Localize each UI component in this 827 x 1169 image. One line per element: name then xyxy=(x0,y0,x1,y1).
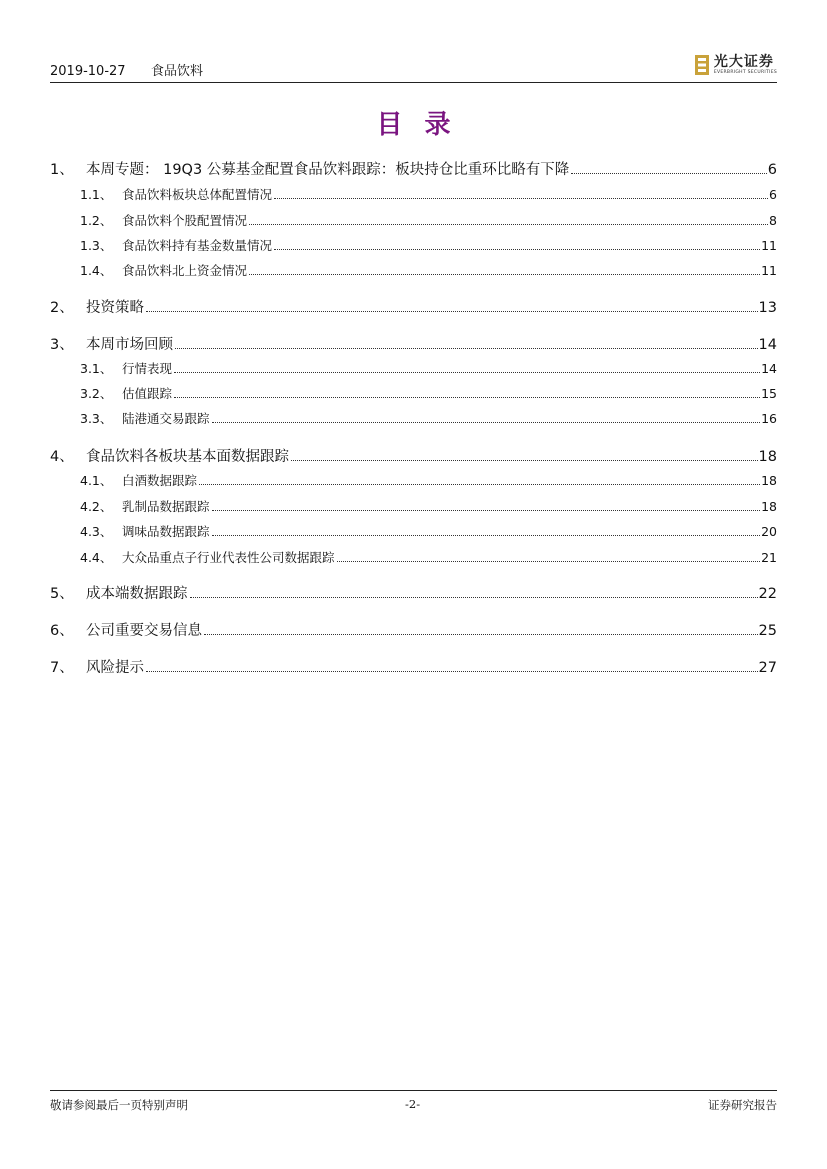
toc-entry-page: 8 xyxy=(769,213,777,228)
toc-dot-leader xyxy=(199,483,760,485)
toc-entry-title: 调味品数据跟踪 xyxy=(122,524,210,539)
toc-entry-page: 25 xyxy=(758,623,777,639)
logo-mark-icon xyxy=(694,54,710,76)
toc-entry-number: 6、 xyxy=(50,623,74,639)
toc-section-entry[interactable] xyxy=(50,445,777,466)
toc-entry-number: 3、 xyxy=(50,337,74,353)
toc-subsection-entry[interactable] xyxy=(50,409,777,427)
toc-entry-page: 20 xyxy=(761,524,777,539)
toc-section-entry[interactable] xyxy=(50,333,777,354)
toc-entry-number: 3.1、 xyxy=(80,361,113,376)
toc-subsection-entry[interactable] xyxy=(50,211,777,229)
report-type: 证券研究报告 xyxy=(708,1098,777,1112)
toc-entry-number: 3.2、 xyxy=(80,386,113,401)
toc-entry-title: 食品饮料各板块基本面数据跟踪 xyxy=(86,449,289,465)
toc-entry-page: 14 xyxy=(758,337,777,353)
toc-dot-leader xyxy=(212,534,761,536)
toc-entry-title: 估值跟踪 xyxy=(122,386,173,401)
toc-section-entry[interactable] xyxy=(50,656,777,677)
toc-section-entry[interactable] xyxy=(50,158,777,179)
logo-chinese-name: 光大证券 xyxy=(713,53,774,70)
toc-entry-title: 食品饮料持有基金数量情况 xyxy=(122,238,273,253)
toc-dot-leader xyxy=(175,347,758,349)
toc-entry-page: 6 xyxy=(767,162,777,178)
toc-entry-title: 公司重要交易信息 xyxy=(86,623,202,639)
toc-dot-leader xyxy=(190,596,758,598)
toc-entry-number: 1.2、 xyxy=(80,213,113,228)
toc-entry-page: 11 xyxy=(761,263,777,278)
toc-entry-page: 15 xyxy=(761,386,777,401)
toc-entry-title: 行情表现 xyxy=(122,361,173,376)
toc-entry-title: 本周市场回顾 xyxy=(86,337,173,353)
toc-entry-title: 风险提示 xyxy=(86,660,144,676)
toc-entry-page: 21 xyxy=(761,550,777,565)
toc-dot-leader xyxy=(249,223,768,225)
toc-dot-leader xyxy=(249,273,760,275)
toc-entry-title: 乳制品数据跟踪 xyxy=(122,499,210,514)
company-logo xyxy=(694,53,777,77)
toc-entry-title: 本周专题： 19Q3 公募基金配置食品饮料跟踪：板块持仓比重环比略有下降 xyxy=(86,162,570,178)
toc-entry-number: 4.1、 xyxy=(80,473,113,488)
sector-label: 食品饮料 xyxy=(151,64,204,79)
toc-entry-number: 1.4、 xyxy=(80,263,113,278)
toc-section-entry[interactable] xyxy=(50,619,777,640)
toc-entry-number: 5、 xyxy=(50,586,74,602)
toc-entry-number: 4.4、 xyxy=(80,550,113,565)
toc-entry-page: 22 xyxy=(758,586,777,602)
toc-dot-leader xyxy=(212,421,761,423)
toc-entry-page: 6 xyxy=(769,187,777,202)
toc-dot-leader xyxy=(274,248,760,250)
toc-subsection-entry[interactable] xyxy=(50,236,777,254)
toc-dot-leader xyxy=(146,310,758,312)
toc-dot-leader xyxy=(174,396,760,398)
toc-entry-number: 3.3、 xyxy=(80,411,113,426)
toc-entry-page: 16 xyxy=(761,411,777,426)
toc-entry-title: 食品饮料北上资金情况 xyxy=(122,263,248,278)
toc-entry-page: 18 xyxy=(758,449,777,465)
toc-subsection-entry[interactable] xyxy=(50,548,777,566)
toc-subsection-entry[interactable] xyxy=(50,359,777,377)
toc-subsection-entry[interactable] xyxy=(50,185,777,203)
toc-subsection-entry[interactable] xyxy=(50,497,777,515)
toc-entry-number: 1.1、 xyxy=(80,187,113,202)
toc-entry-title: 白酒数据跟踪 xyxy=(122,473,198,488)
toc-entry-title: 食品饮料个股配置情况 xyxy=(122,213,248,228)
page-header xyxy=(50,53,777,83)
page-number: -2- xyxy=(405,1097,421,1111)
toc-entry-page: 27 xyxy=(758,660,777,676)
toc-dot-leader xyxy=(204,633,758,635)
toc-entry-title: 投资策略 xyxy=(86,300,144,316)
toc-dot-leader xyxy=(571,172,766,174)
toc-entry-page: 11 xyxy=(761,238,777,253)
toc-subsection-entry[interactable] xyxy=(50,522,777,540)
toc-entry-page: 14 xyxy=(761,361,777,376)
toc-dot-leader xyxy=(146,670,758,672)
page-footer xyxy=(50,1090,777,1112)
toc-entry-number: 2、 xyxy=(50,300,74,316)
logo-english-name: EVERBRIGHT SECURITIES xyxy=(713,69,777,75)
toc-dot-leader xyxy=(174,371,760,373)
toc-section-entry[interactable] xyxy=(50,582,777,603)
toc-entry-number: 7、 xyxy=(50,660,74,676)
toc-dot-leader xyxy=(274,197,768,199)
toc-entry-title: 陆港通交易跟踪 xyxy=(122,411,210,426)
toc-entry-number: 4.2、 xyxy=(80,499,113,514)
toc-entry-title: 食品饮料板块总体配置情况 xyxy=(122,187,273,202)
toc-entry-title: 成本端数据跟踪 xyxy=(86,586,188,602)
toc-entry-title: 大众品重点子行业代表性公司数据跟踪 xyxy=(122,550,335,565)
toc-subsection-entry[interactable] xyxy=(50,261,777,279)
toc-heading: 目录 xyxy=(376,110,473,140)
toc-section-entry[interactable] xyxy=(50,296,777,317)
toc-entry-page: 13 xyxy=(758,300,777,316)
report-date: 2019-10-27 xyxy=(50,64,126,79)
toc-subsection-entry[interactable] xyxy=(50,384,777,402)
toc-dot-leader xyxy=(212,509,761,511)
toc-entry-number: 4.3、 xyxy=(80,524,113,539)
disclaimer-note: 敬请参阅最后一页特别声明 xyxy=(50,1098,188,1112)
toc-entry-number: 4、 xyxy=(50,449,74,465)
toc-entry-page: 18 xyxy=(761,473,777,488)
toc-subsection-entry[interactable] xyxy=(50,471,777,489)
toc-dot-leader xyxy=(291,459,758,461)
toc-entry-number: 1.3、 xyxy=(80,238,113,253)
toc-entry-page: 18 xyxy=(761,499,777,514)
toc-dot-leader xyxy=(337,560,761,562)
toc-entry-number: 1、 xyxy=(50,162,74,178)
